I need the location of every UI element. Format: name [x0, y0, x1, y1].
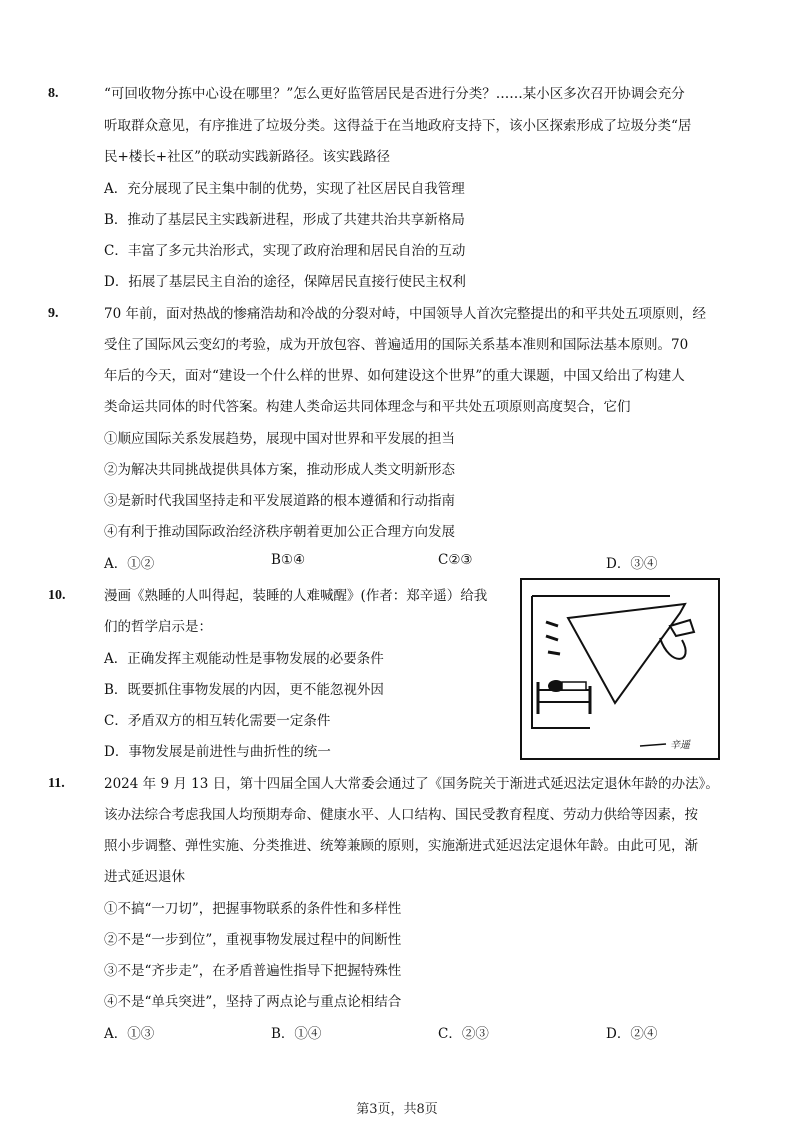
question-stem-line: 该办法综合考虑我国人均预期寿命、健康水平、人口结构、国民受教育程度、劳动力供给等因素，按: [104, 807, 698, 823]
choice-c[interactable]: C②③: [438, 552, 473, 568]
statement-item: ④不是“单兵突进”，坚持了两点论与重点论相结合: [104, 994, 402, 1010]
statement-item: ③不是“齐步走”，在矛盾普遍性指导下把握特殊性: [104, 963, 402, 979]
choice-d[interactable]: D．②④: [606, 1026, 658, 1042]
option-a[interactable]: A．充分展现了民主集中制的优势，实现了社区居民自我管理: [104, 181, 465, 197]
option-b[interactable]: B．既要抓住事物发展的内因，更不能忽视外因: [104, 682, 384, 698]
choice-a[interactable]: A．①②: [104, 556, 155, 572]
option-b[interactable]: B．推动了基层民主实践新进程，形成了共建共治共享新格局: [104, 212, 465, 228]
question-stem-line: 听取群众意见，有序推进了垃圾分类。这得益于在当地政府支持下，该小区探索形成了垃圾分类“居: [104, 118, 692, 134]
question-stem-line: 民+楼长+社区”的联动实践新路径。该实践路径: [104, 149, 391, 165]
cartoon-image: [520, 578, 720, 760]
choice-d[interactable]: D．③④: [606, 556, 658, 572]
option-c[interactable]: C．矛盾双方的相互转化需要一定条件: [104, 713, 331, 729]
question-stem-line: 2024 年 9 月 13 日，第十四届全国人大常委会通过了《国务院关于渐进式延迟法定退休年龄的办法》。: [104, 776, 719, 792]
question-stem-line: 受住了国际风云变幻的考验，成为开放包容、普遍适用的国际关系基本准则和国际法基本原则。70: [104, 337, 689, 353]
question-stem-line: 70 年前，面对热战的惨痛浩劫和冷战的分裂对峙，中国领导人首次完整提出的和平共处五项原则，经: [104, 306, 706, 322]
statement-item: ①顺应国际关系发展趋势，展现中国对世界和平发展的担当: [104, 431, 455, 447]
question-number: 11.: [48, 776, 65, 791]
choice-b[interactable]: B①④: [271, 552, 306, 568]
question-stem-line: “可回收物分拣中心设在哪里？”怎么更好监管居民是否进行分类？……某小区多次召开协调会充分: [104, 86, 685, 102]
statement-item: ②不是“一步到位”，重视事物发展过程中的间断性: [104, 932, 402, 948]
choice-c[interactable]: C．②③: [438, 1026, 489, 1042]
question-number: 8.: [48, 86, 59, 101]
statement-item: ③是新时代我国坚持走和平发展道路的根本遵循和行动指南: [104, 493, 455, 509]
question-number: 10.: [48, 588, 66, 603]
option-d[interactable]: D．事物发展是前进性与曲折性的统一: [104, 744, 331, 760]
option-a[interactable]: A．正确发挥主观能动性是事物发展的必要条件: [104, 651, 384, 667]
question-stem-line: 照小步调整、弹性实施、分类推进、统筹兼顾的原则，实施渐进式延迟法定退休年龄。由此可见，渐: [104, 838, 698, 854]
cartoon-signature: 辛遥: [670, 740, 690, 751]
option-d[interactable]: D．拓展了基层民主自治的途径，保障居民直接行使民主权利: [104, 274, 466, 290]
choice-a[interactable]: A．①③: [104, 1026, 155, 1042]
statement-item: ①不搞“一刀切”，把握事物联系的条件性和多样性: [104, 901, 402, 917]
sound-mark: [548, 652, 560, 654]
choice-b[interactable]: B．①④: [271, 1026, 322, 1042]
question-stem-line: 年后的今天，面对“建设一个什么样的世界、如何建设这个世界”的重大课题，中国又给出了构建人: [104, 368, 685, 384]
statement-item: ②为解决共同挑战提供具体方案，推动形成人类文明新形态: [104, 462, 455, 478]
bed-icon: [538, 690, 590, 702]
page-footer: 第3页，共8页: [356, 1102, 438, 1117]
option-c[interactable]: C．丰富了多元共治形式，实现了政府治理和居民自治的互动: [104, 243, 466, 259]
question-stem-line: 漫画《熟睡的人叫得起，装睡的人难喊醒》(作者：郑辛遥）给我: [104, 588, 488, 604]
question-stem-line: 类命运共同体的时代答案。构建人类命运共同体理念与和平共处五项原则高度契合，它们: [104, 399, 631, 415]
question-stem-line: 进式延迟退休: [104, 869, 185, 885]
question-number: 9.: [48, 306, 59, 321]
question-stem-line: 们的哲学启示是：: [104, 619, 212, 635]
blanket-icon: [562, 682, 586, 690]
statement-item: ④有利于推动国际政治经济秩序朝着更加公正合理方向发展: [104, 524, 455, 540]
